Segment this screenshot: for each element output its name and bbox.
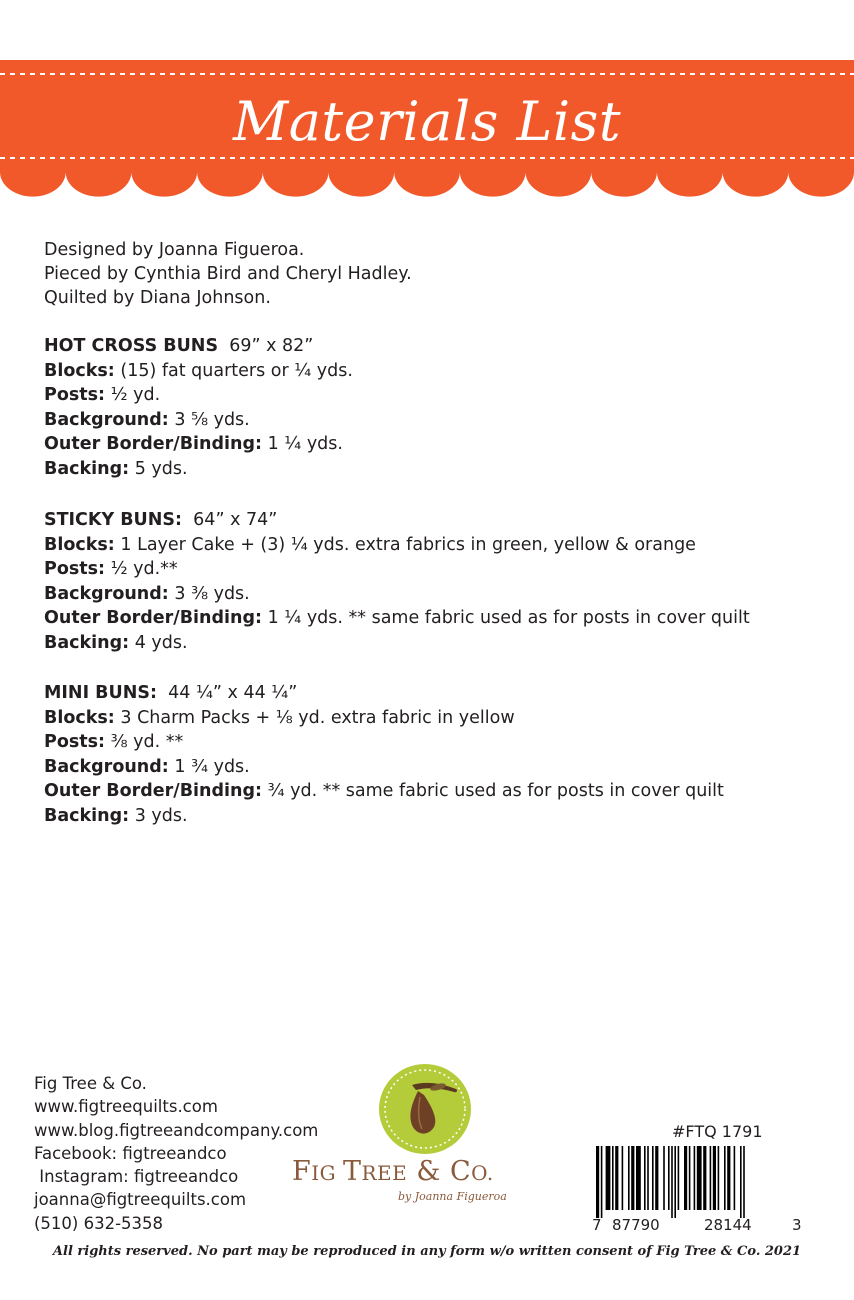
material-row (44, 730, 724, 755)
material-row (44, 631, 750, 656)
material-row (44, 606, 750, 631)
material-label: Outer Border/Binding: (44, 608, 263, 628)
logo-byline: by Joanna Figueroa (398, 1190, 507, 1203)
material-row (44, 582, 750, 607)
copyright-footer: All rights reserved. No part may be reproduced in any form w/o written consent of Fig Tree & Co. 2021 (52, 1244, 802, 1259)
material-row (44, 804, 724, 829)
material-row (44, 383, 353, 408)
phone-number: (510) 632-5358 (34, 1213, 164, 1233)
quilt-name: STICKY BUNS: (44, 510, 183, 530)
email-link[interactable]: joanna@figtreequilts.com (34, 1190, 247, 1210)
material-row (44, 557, 750, 582)
facebook-handle: Facebook: figtreeandco (34, 1143, 227, 1163)
blog-link[interactable]: www.blog.figtreeandcompany.com (34, 1120, 319, 1140)
material-label: Blocks: (44, 707, 115, 728)
material-value: 5 yds. (134, 458, 188, 479)
material-label: Backing: (44, 805, 130, 826)
material-value: 1 ¾ yds. (174, 756, 250, 777)
material-value: 3 Charm Packs + ⅛ yd. extra fabric in yellow (120, 707, 515, 728)
sku-label: #FTQ 1791 (672, 1122, 763, 1141)
material-row (44, 706, 724, 731)
material-value: ¾ yd. ** same fabric used as for posts in cover quilt (267, 781, 724, 801)
material-row (44, 359, 353, 384)
material-row (44, 408, 353, 433)
material-value: 4 yds. (134, 632, 188, 653)
material-row (44, 779, 724, 804)
logo-wordmark: FIG TREE & CO. (292, 1156, 494, 1187)
barcode-group-1: 87790 (612, 1216, 660, 1234)
quilt-name: HOT CROSS BUNS (44, 336, 219, 356)
contact-block (34, 1072, 318, 1235)
barcode-lead-digit: 7 (592, 1216, 602, 1234)
credits-block (44, 238, 412, 310)
website-link[interactable]: www.figtreequilts.com (34, 1097, 218, 1117)
fig-icon (378, 1063, 472, 1155)
material-row (44, 755, 724, 780)
material-label: Outer Border/Binding: (44, 434, 263, 454)
material-label: Outer Border/Binding: (44, 781, 263, 801)
material-value: ½ yd.** (110, 559, 178, 579)
material-row (44, 432, 353, 457)
quilt-section-sticky-buns (44, 508, 750, 655)
material-value: ½ yd. (110, 385, 161, 405)
material-value: ⅜ yd. ** (110, 732, 184, 752)
quilted-by-line: Quilted by Diana Johnson. (44, 288, 271, 308)
fig-tree-logo (286, 1055, 586, 1215)
quilt-size: 69” x 82” (229, 336, 314, 356)
material-value: 1 ¼ yds. (267, 434, 343, 454)
material-value: 3 ⅜ yds. (174, 583, 250, 604)
quilt-section-mini-buns (44, 681, 724, 828)
material-label: Posts: (44, 385, 106, 405)
material-value: 3 yds. (134, 805, 188, 826)
designed-by-line: Designed by Joanna Figueroa. (44, 240, 305, 260)
material-label: Background: (44, 583, 169, 604)
instagram-handle: Instagram: figtreeandco (34, 1167, 239, 1187)
material-label: Posts: (44, 559, 106, 579)
quilt-size: 64” x 74” (193, 510, 278, 530)
material-label: Posts: (44, 732, 106, 752)
material-value: 1 ¼ yds. ** same fabric used as for posts in cover quilt (267, 608, 750, 628)
material-value: (15) fat quarters or ¼ yds. (120, 360, 353, 381)
barcode-check-digit: 3 (792, 1216, 802, 1234)
material-label: Blocks: (44, 534, 115, 555)
barcode-group-2: 28144 (704, 1216, 752, 1234)
quilt-name: MINI BUNS: (44, 683, 157, 703)
material-label: Blocks: (44, 360, 115, 381)
material-label: Backing: (44, 458, 130, 479)
material-row (44, 457, 353, 482)
material-row (44, 533, 750, 558)
material-label: Backing: (44, 632, 130, 653)
company-name: Fig Tree & Co. (34, 1074, 147, 1093)
header-banner (0, 60, 854, 208)
material-label: Background: (44, 756, 169, 777)
page-title: Materials List (232, 90, 622, 153)
quilt-section-hot-cross-buns (44, 334, 353, 481)
pieced-by-line: Pieced by Cynthia Bird and Cheryl Hadley. (44, 264, 412, 284)
quilt-size: 44 ¼” x 44 ¼” (168, 683, 298, 703)
material-label: Background: (44, 409, 169, 430)
barcode-icon (592, 1146, 804, 1218)
material-value: 1 Layer Cake + (3) ¼ yds. extra fabrics in green, yellow & orange (120, 534, 696, 555)
material-value: 3 ⅝ yds. (174, 409, 250, 430)
